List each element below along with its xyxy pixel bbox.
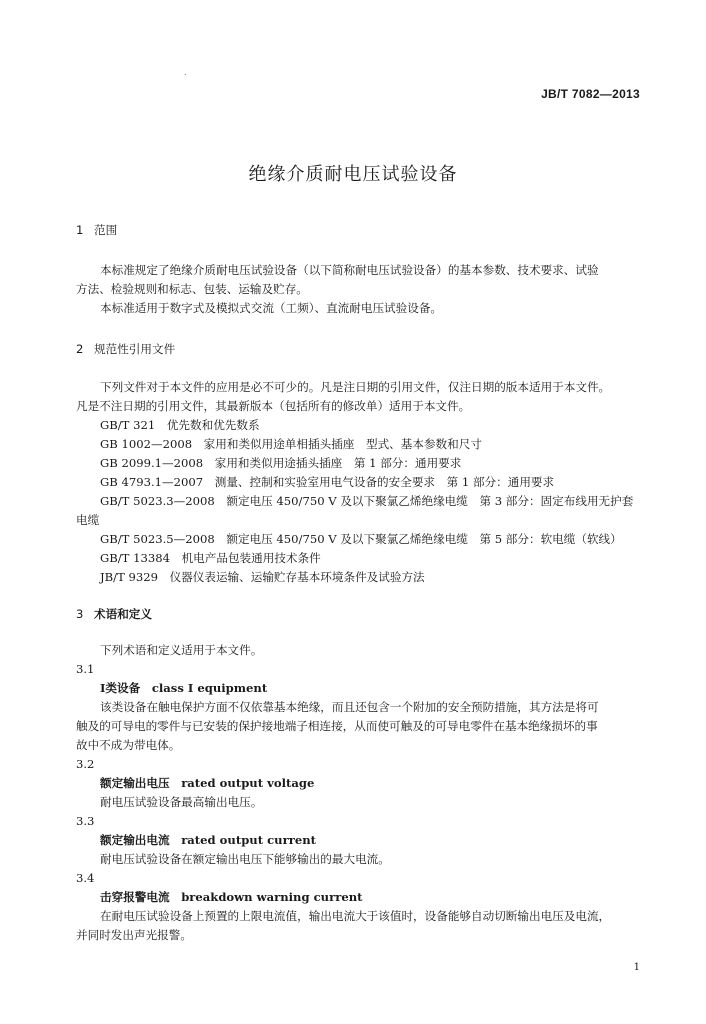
paragraph-line: 下列术语和定义适用于本文件。 [100, 643, 263, 657]
paragraph-line: 凡是不注日期的引用文件，其最新版本（包括所有的修改单）适用于本文件。 [76, 399, 471, 413]
term-chinese: Ⅰ类设备 [100, 681, 141, 695]
document-title: 绝缘介质耐电压试验设备 [248, 164, 458, 185]
reference-item: GB/T 5023.3—2008 额定电压 450/750 V 及以下聚氯乙烯绝缘电缆 第 3 部分：固定布线用无护套 [100, 494, 634, 508]
term-chinese: 额定输出电流 [100, 833, 170, 847]
document-number: JB/T 7082—2013 [541, 87, 640, 101]
reference-item: GB/T 13384 机电产品包装通用技术条件 [100, 551, 321, 565]
paragraph-line: 方法、检验规则和标志、包装、运输及贮存。 [76, 282, 308, 296]
term-heading [100, 832, 316, 848]
term-chinese: 击穿报警电流 [100, 890, 170, 904]
term-number: 3.2 [76, 757, 95, 771]
definition-line: 耐电压试验设备在额定输出电压下能够输出的最大电流。 [100, 852, 390, 866]
definition-line: 故中不成为带电体。 [76, 738, 181, 752]
paragraph-line: 本标准适用于数字式及模拟式交流（工频）、直流耐电压试验设备。 [100, 301, 443, 315]
definition-line: 在耐电压试验设备上预置的上限电流值，输出电流大于该值时，设备能够自动切断输出电压及电流， [100, 909, 611, 923]
section-1-heading [76, 222, 117, 238]
section-3-heading [76, 606, 152, 622]
definition-line: 触及的可导电的零件与已安装的保护接地端子相连接，从而使可触及的可导电零件在基本绝缘损坏的事 [76, 719, 598, 733]
paragraph-line: 本标准规定了绝缘介质耐电压试验设备（以下简称耐电压试验设备）的基本参数、技术要求、试验 [100, 263, 599, 277]
term-number: 3.3 [76, 814, 95, 828]
term-heading [100, 889, 362, 905]
term-heading [100, 775, 314, 791]
section-title: 规范性引用文件 [94, 342, 176, 356]
term-english: rated output current [181, 833, 316, 847]
term-heading [100, 680, 267, 696]
reference-item: JB/T 9329 仪器仪表运输、运输贮存基本环境条件及试验方法 [100, 570, 425, 584]
term-english: class Ⅰ equipment [151, 681, 268, 695]
paragraph-line: 下列文件对于本文件的应用是必不可少的。凡是注日期的引用文件，仅注日期的版本适用于本文件。 [100, 380, 611, 394]
term-number: 3.4 [76, 871, 95, 885]
section-number: 3 [76, 607, 84, 621]
term-chinese: 额定输出电压 [100, 776, 170, 790]
term-english: breakdown warning current [181, 890, 363, 904]
reference-item: GB 1002—2008 家用和类似用途单相插头插座 型式、基本参数和尺寸 [100, 437, 482, 451]
definition-line: 该类设备在触电保护方面不仅依靠基本绝缘，而且还包含一个附加的安全预防措施，其方法是将可 [100, 700, 599, 714]
page-number: 1 [633, 962, 640, 973]
section-number: 1 [76, 223, 84, 237]
term-english: rated output voltage [181, 776, 315, 790]
definition-line: 耐电压试验设备最高输出电压。 [100, 795, 263, 809]
reference-item: GB/T 5023.5—2008 额定电压 450/750 V 及以下聚氯乙烯绝缘电缆 第 5 部分：软电缆（软线） [100, 532, 622, 546]
reference-item: GB 4793.1—2007 测量、控制和实验室用电气设备的安全要求 第 1 部分：通用要求 [100, 475, 555, 489]
section-title: 范围 [94, 223, 118, 237]
reference-item-continuation: 电缆 [76, 513, 100, 527]
section-number: 2 [76, 342, 84, 356]
section-title: 术语和定义 [94, 607, 152, 621]
scan-dot: . [184, 68, 187, 77]
term-number: 3.1 [76, 662, 95, 676]
reference-item: GB 2099.1—2008 家用和类似用途插头插座 第 1 部分：通用要求 [100, 456, 462, 470]
definition-line: 并同时发出声光报警。 [76, 928, 192, 942]
section-2-heading [76, 341, 175, 357]
reference-item: GB/T 321 优先数和优先数系 [100, 418, 260, 432]
